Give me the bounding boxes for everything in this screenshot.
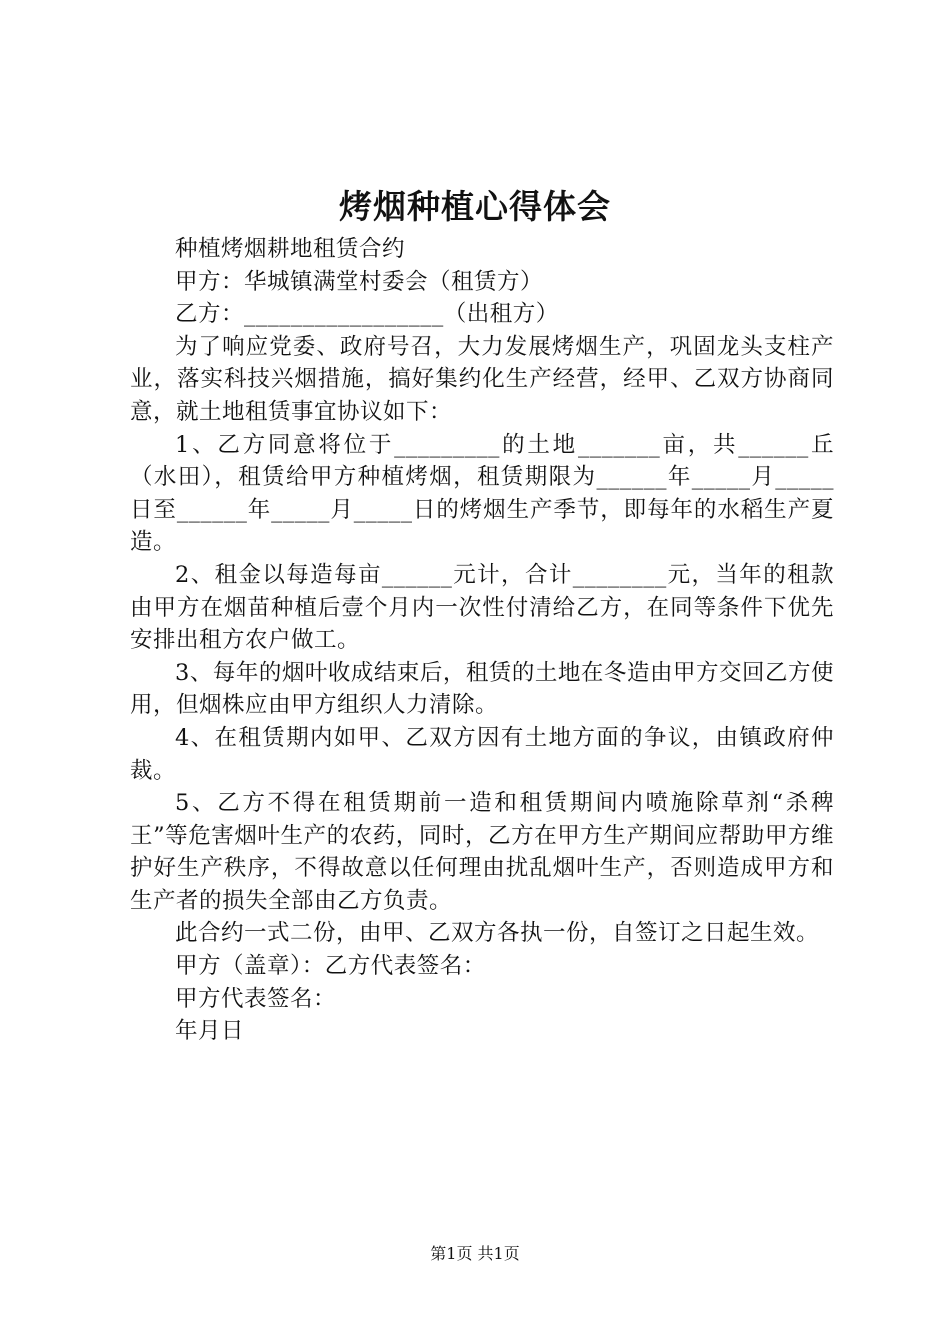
clause-2: 2、租金以每造每亩______元计，合计________元，当年的租款由甲方在烟苗种植后壹个月内一次性付清给乙方，在同等条件下优先安排出租方农户做工。 <box>130 561 834 654</box>
page-footer: 第1页 共1页 <box>430 1244 520 1263</box>
party-b-line: 乙方：_________________（出租方） <box>175 301 559 328</box>
signature-line-1: 甲方（盖章）：乙方代表签名： <box>175 953 486 980</box>
clause-1: 1、乙方同意将位于_________的土地_______亩，共______丘（水田），租赁给甲方种植烤烟，租赁期限为______年_____月_____日至______年_____月_____日的烤烟生产季节，即每年的水稻生产夏造。 <box>130 431 834 556</box>
clause-4: 4、在租赁期内如甲、乙双方因有土地方面的争议，由镇政府仲裁。 <box>130 724 834 784</box>
document-body <box>130 233 834 1048</box>
clause-3: 3、每年的烟叶收成结束后，租赁的土地在冬造由甲方交回乙方使用，但烟株应由甲方组织人力清除。 <box>130 659 834 719</box>
clause-5: 5、乙方不得在租赁期前一造和租赁期间内喷施除草剂“杀稗王”等危害烟叶生产的农药，同时，乙方在甲方生产期间应帮助甲方维护好生产秩序，不得故意以任何理由扰乱烟叶生产，否则造成甲方和生产者的损失全部由乙方负责。 <box>130 790 834 914</box>
preamble-paragraph: 为了响应党委、政府号召，大力发展烤烟生产，巩固龙头支柱产业，落实科技兴烟措施，搞好集约化生产经营，经甲、乙双方协商同意，就土地租赁事宜协议如下： <box>130 333 834 425</box>
date-line: 年月日 <box>175 1018 245 1045</box>
contract-heading: 种植烤烟耕地租赁合约 <box>175 236 406 262</box>
document-title: 烤烟种植心得体会 <box>339 187 611 226</box>
party-a-line: 甲方：华城镇满堂村委会（租赁方） <box>175 268 544 295</box>
signature-line-2: 甲方代表签名： <box>175 985 337 1012</box>
copies-clause: 此合约一式二份，由甲、乙双方各执一份，自签订之日起生效。 <box>175 920 820 947</box>
